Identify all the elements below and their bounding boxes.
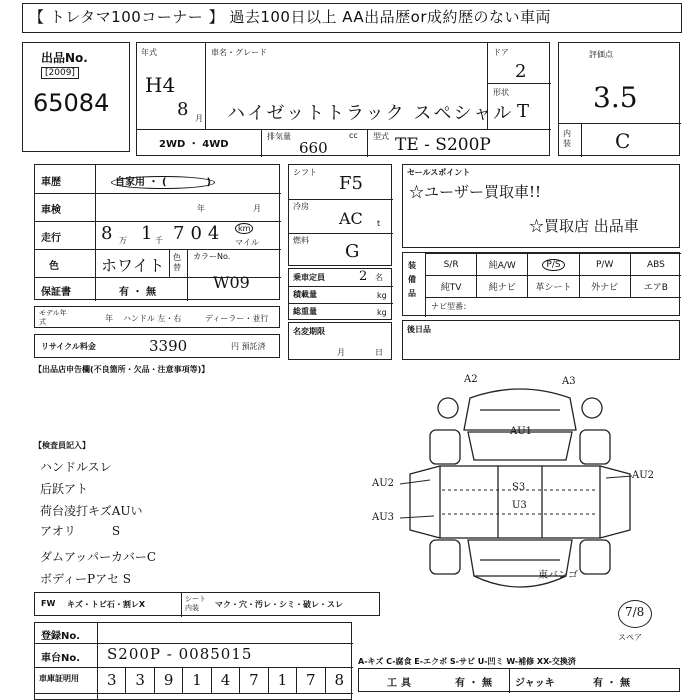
capacity-value: 2	[359, 269, 368, 284]
repaint-label: 色替	[173, 253, 181, 272]
chassis-value: S200P - 0085015	[107, 645, 253, 663]
color-code-value: W09	[213, 273, 250, 292]
displacement-unit: cc	[349, 131, 358, 140]
score-label: 評価点	[589, 50, 613, 59]
equipment-option: S/R	[425, 253, 476, 275]
jack-label: ジャッキ	[515, 678, 555, 689]
cert-digit: 1	[268, 667, 296, 693]
sales-point-label: セールスポイント	[407, 168, 471, 177]
seat-text: マク・穴・汚レ・シミ・破レ・スレ	[215, 600, 343, 609]
cert-digit: 1	[182, 667, 210, 693]
inspector-note-3: 荷台凌打キズAUい	[40, 504, 143, 518]
displacement-label: 排気量	[267, 132, 291, 141]
cert-digit: 4	[211, 667, 239, 693]
mark-au2-right: AU2	[632, 470, 655, 481]
shape-value: T	[517, 101, 530, 122]
interior-value: C	[615, 129, 631, 153]
equipment-box	[402, 252, 680, 316]
page-title: 【 トレタマ100コーナー 】 過去100日以上 AA出品歴or成約歴のない車両	[22, 3, 682, 33]
cert-cells	[97, 667, 353, 693]
mark-a2-top: A2	[464, 374, 478, 385]
lot-number-box	[22, 42, 130, 152]
month-value: 8	[177, 99, 189, 120]
equipment-option: エアB	[630, 275, 681, 297]
inspector-note-2: 后跃アト	[40, 482, 89, 496]
warranty-options: 有 ・ 無	[119, 287, 156, 298]
model-value: TE - S200P	[395, 135, 491, 155]
mark-au3-left: AU3	[372, 512, 395, 523]
cert-digit: 7	[296, 667, 324, 693]
equipment-option: 純TV	[425, 275, 476, 297]
name-change-box	[288, 322, 392, 360]
inspector-note-6: ボディーPアセ S	[40, 572, 132, 586]
model-change-label: モデル年式	[39, 309, 67, 326]
ac-sub: t	[377, 219, 381, 228]
name-change-month: 月	[337, 348, 345, 357]
car-name-value: ハイゼットトラック スペシャル	[227, 103, 514, 124]
lot-year-tag: [2009]	[41, 67, 79, 79]
equipment-option: 純ナビ	[476, 275, 527, 297]
load-unit: kg	[377, 291, 387, 300]
inspection-label: 車検	[41, 205, 61, 216]
condition-row	[34, 592, 380, 616]
fw-label: FW	[41, 599, 56, 608]
spare-label: スペア	[618, 633, 642, 642]
vehicle-box	[136, 42, 550, 156]
mileage-man-unit: 万	[119, 236, 127, 245]
tools-label: 工具	[387, 678, 415, 689]
year-value: H4	[145, 73, 176, 97]
score-box	[558, 42, 680, 156]
cert-digit: 3	[125, 667, 153, 693]
model-change-year: 年	[105, 314, 113, 323]
shape-label: 形状	[493, 88, 509, 97]
recycle-value: 3390	[149, 337, 188, 355]
mileage-unit-mile: マイル	[235, 238, 259, 247]
shift-label: シフト	[293, 168, 317, 177]
inspection-year: 年	[197, 204, 205, 213]
mileage-unit: km	[235, 223, 253, 234]
color-label: 色	[49, 261, 59, 272]
sales-point-line2: ☆買取店 出品車	[529, 217, 639, 235]
lot-number: 65084	[33, 89, 110, 117]
diagram-note: 東バンゴ	[538, 570, 578, 581]
cert-digit: 8	[325, 667, 353, 693]
recycle-label: リサイクル料金	[41, 342, 96, 351]
tools-options: 有 ・ 無	[455, 678, 492, 689]
mileage-sen-unit: 千	[155, 236, 163, 245]
mark-au1: AU1	[510, 426, 533, 437]
history-box	[34, 164, 280, 300]
equipment-label: 装備品	[408, 261, 416, 298]
tools-row	[358, 668, 680, 692]
registration-box	[34, 622, 352, 700]
capacity-unit: 名	[375, 273, 383, 282]
mileage-man: 8	[101, 223, 113, 244]
equipment-grid	[425, 253, 681, 297]
capacity-box	[288, 268, 392, 320]
mark-s3: S3	[512, 482, 526, 493]
color-value: ホワイト	[101, 256, 165, 275]
doors-label: ドア	[493, 48, 509, 57]
cert-digit: 3	[97, 667, 125, 693]
sales-point-box	[402, 164, 680, 248]
lot-label: 出品No.	[41, 51, 88, 65]
handle-label: ハンドル 左・右	[123, 314, 182, 323]
shift-box	[288, 164, 392, 266]
jack-options: 有 ・ 無	[593, 678, 630, 689]
name-change-label: 名変期限	[293, 327, 325, 336]
warranty-label: 保証書	[41, 287, 71, 298]
car-damage-diagram	[370, 370, 660, 610]
seller-notes-label: 【出品店申告欄(不良箇所・欠品・注意事項等)】	[34, 365, 210, 374]
mark-a3-top: A3	[562, 376, 576, 387]
doors-value: 2	[515, 61, 527, 82]
load-label: 積載量	[293, 290, 317, 299]
equipment-option: P/S	[527, 253, 578, 275]
car-name-label: 車名・グレード	[211, 48, 267, 57]
shift-value: F5	[339, 173, 363, 194]
mark-u3: U3	[512, 500, 527, 511]
equipment-option: ABS	[630, 253, 681, 275]
model-label: 型式	[373, 132, 389, 141]
equipment-option: 外ナビ	[579, 275, 630, 297]
lot-year-value: 2009	[48, 68, 72, 78]
mileage-rest: 704	[173, 223, 226, 244]
interior-label: 内装	[563, 129, 571, 148]
navi-model-label: ナビ型番：	[431, 302, 471, 311]
equipment-option: 革シート	[527, 275, 578, 297]
month-unit: 月	[195, 114, 203, 123]
inspector-note-1: ハンドルスレ	[40, 460, 112, 474]
history-label: 車歴	[41, 177, 61, 188]
later-items-label: 後日品	[407, 325, 431, 334]
damage-legend: A-キズ C-腐食 E-エクボ S-サビ U-凹ミ W-補修 XX-交換済	[358, 657, 576, 666]
recycle-row	[34, 334, 280, 358]
recycle-unit: 円 預託済	[231, 342, 266, 351]
weight-unit: kg	[377, 308, 387, 317]
name-change-day: 日	[375, 348, 383, 357]
fuel-label: 燃料	[293, 236, 309, 245]
weight-label: 総重量	[293, 307, 317, 316]
fuel-value: G	[345, 241, 360, 262]
dealer-label: ディーラー・並行	[205, 314, 269, 323]
cert-digit: 9	[154, 667, 182, 693]
cert-digit: 7	[239, 667, 267, 693]
inspector-label: 【検査員記入】	[34, 441, 90, 450]
equipment-option: P/W	[579, 253, 630, 275]
year-label: 年式	[141, 48, 157, 57]
inspector-note-5: ダムアッパーカバーC	[40, 550, 157, 564]
equipment-option: 純A/W	[476, 253, 527, 275]
cert-label: 車庫証明用	[39, 674, 79, 683]
inspector-note-4: アオリ S	[40, 524, 121, 538]
fw-text: キズ・トビ石・割レX	[67, 600, 146, 609]
inspection-month: 月	[253, 204, 261, 213]
score-value: 3.5	[593, 81, 638, 114]
spare-badge	[618, 600, 652, 628]
seat-label: シート内装	[185, 595, 206, 612]
drive-label: 2WD ・ 4WD	[159, 139, 229, 150]
mileage-sen: 1	[141, 223, 153, 244]
mark-au2-left: AU2	[372, 478, 395, 489]
chassis-label: 車台No.	[41, 653, 81, 664]
reg-label: 登録No.	[41, 631, 81, 642]
mileage-label: 走行	[41, 233, 61, 244]
spare-value: 7/8	[625, 605, 645, 619]
displacement-value: 660	[299, 139, 328, 157]
later-items-box	[402, 320, 680, 360]
capacity-label: 乗車定員	[293, 273, 325, 282]
ac-label: 冷房	[293, 202, 309, 211]
model-change-row	[34, 306, 280, 328]
ac-value: AC	[339, 209, 363, 228]
history-options: 自家用 ・ ( )	[111, 173, 215, 188]
color-code-label: カラーNo.	[193, 252, 231, 261]
sales-point-line1: ☆ユーザー買取車!!	[409, 183, 542, 201]
